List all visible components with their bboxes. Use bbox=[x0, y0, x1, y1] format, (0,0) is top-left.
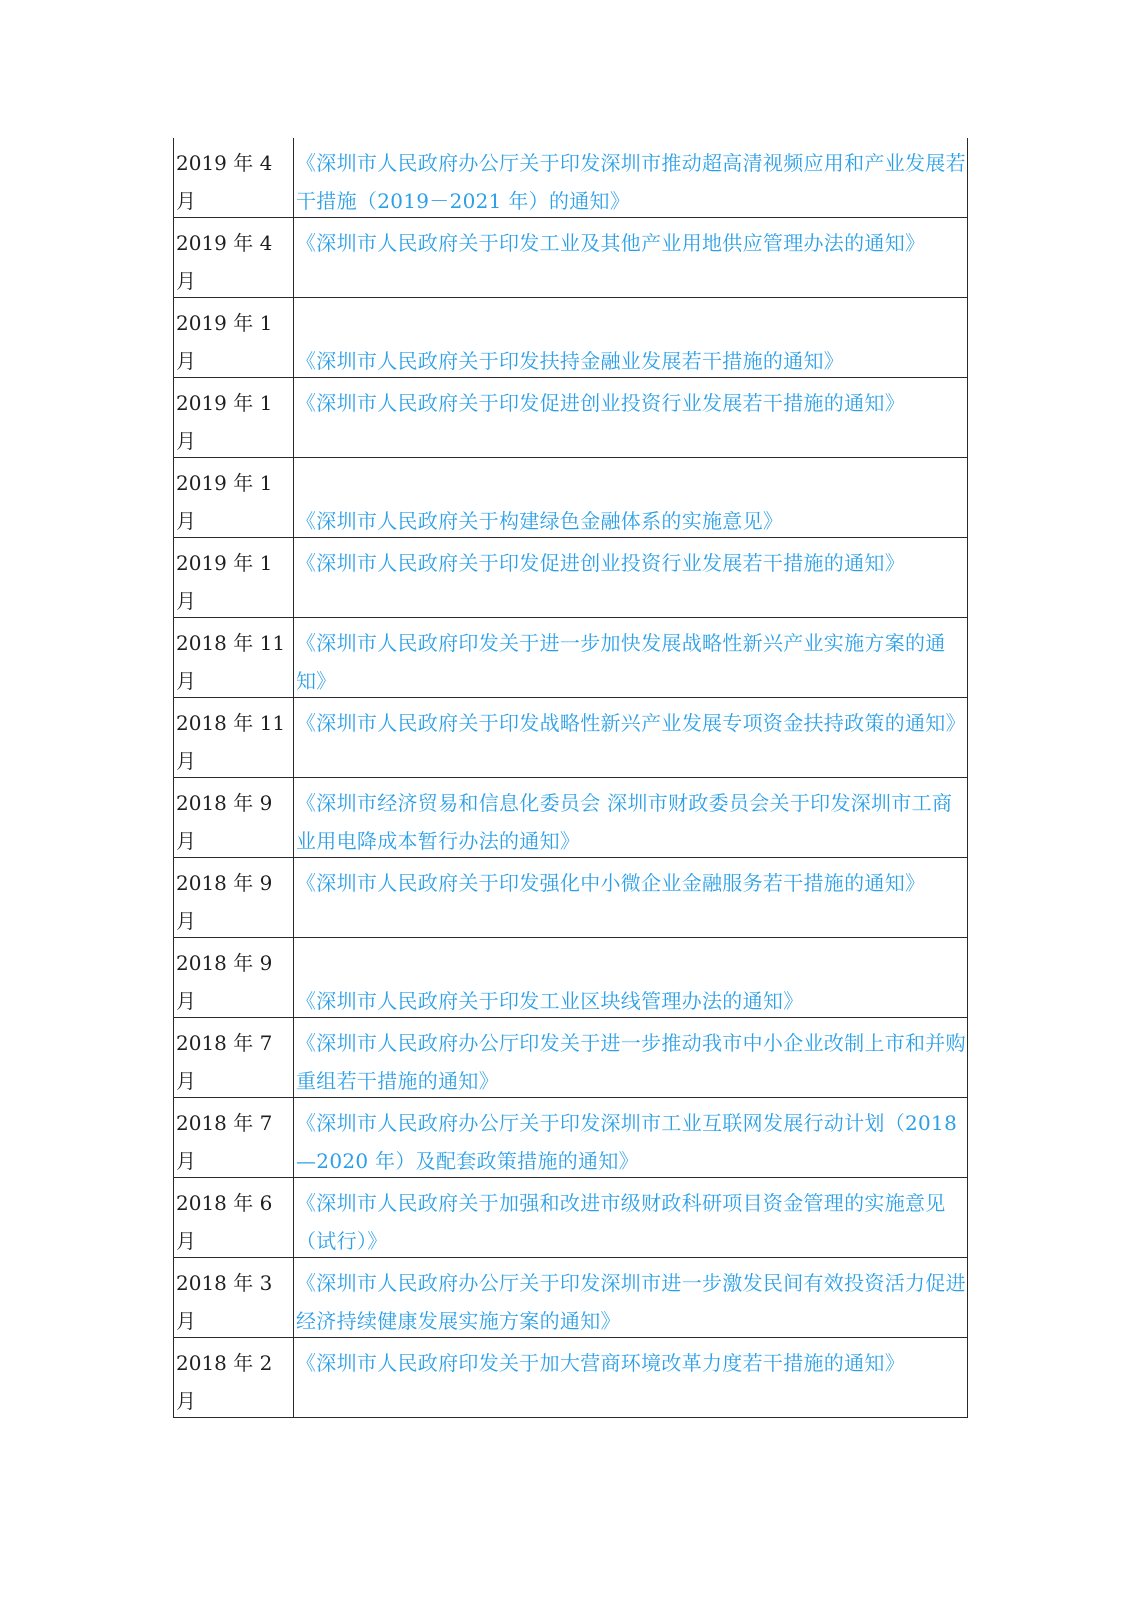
date-month-suffix: 月 bbox=[176, 589, 196, 613]
date-year-month: 2018 年 2 bbox=[176, 1351, 273, 1375]
date-year-month: 2018 年 9 bbox=[176, 791, 273, 815]
date-cell bbox=[174, 858, 294, 938]
date-month-suffix: 月 bbox=[176, 909, 196, 933]
date-month-suffix: 月 bbox=[176, 349, 196, 373]
title-wrapper bbox=[294, 538, 967, 617]
date-text bbox=[174, 858, 293, 937]
policy-table bbox=[173, 138, 968, 1418]
date-year-month: 2018 年 6 bbox=[176, 1191, 273, 1215]
title-cell bbox=[294, 858, 968, 938]
date-cell bbox=[174, 618, 294, 698]
policy-link[interactable]: 《深圳市人民政府办公厅关于印发深圳市进一步激发民间有效投资活力促进经济持续健康发展实施方案的通知》 bbox=[296, 1271, 966, 1333]
table-row bbox=[174, 778, 968, 858]
policy-link[interactable]: 《深圳市人民政府关于印发扶持金融业发展若干措施的通知》 bbox=[296, 349, 845, 373]
date-cell bbox=[174, 138, 294, 218]
table-row bbox=[174, 298, 968, 378]
date-text bbox=[174, 618, 293, 697]
date-text bbox=[174, 218, 293, 297]
date-cell bbox=[174, 1338, 294, 1418]
date-text bbox=[174, 138, 293, 217]
date-cell bbox=[174, 1098, 294, 1178]
table-row bbox=[174, 938, 968, 1018]
date-text bbox=[174, 298, 293, 377]
date-month-suffix: 月 bbox=[176, 669, 196, 693]
date-year-month: 2019 年 4 bbox=[176, 151, 273, 175]
date-year-month: 2018 年 9 bbox=[176, 951, 273, 975]
title-wrapper bbox=[294, 298, 967, 377]
policy-link[interactable]: 《深圳市人民政府办公厅印发关于进一步推动我市中小企业改制上市和并购重组若干措施的通知》 bbox=[296, 1031, 966, 1093]
date-year-month: 2019 年 1 bbox=[176, 391, 273, 415]
title-cell bbox=[294, 218, 968, 298]
table-row bbox=[174, 378, 968, 458]
date-year-month: 2018 年 7 bbox=[176, 1031, 273, 1055]
title-cell bbox=[294, 298, 968, 378]
policy-link[interactable]: 《深圳市人民政府关于印发工业及其他产业用地供应管理办法的通知》 bbox=[296, 231, 926, 255]
table-row bbox=[174, 138, 968, 218]
date-month-suffix: 月 bbox=[176, 509, 196, 533]
date-text bbox=[174, 1098, 293, 1177]
title-cell bbox=[294, 138, 968, 218]
title-cell bbox=[294, 618, 968, 698]
title-cell bbox=[294, 458, 968, 538]
title-wrapper bbox=[294, 378, 967, 457]
table-row bbox=[174, 858, 968, 938]
date-cell bbox=[174, 378, 294, 458]
title-cell bbox=[294, 1258, 968, 1338]
table-row bbox=[174, 218, 968, 298]
policy-link[interactable]: 《深圳市人民政府印发关于加大营商环境改革力度若干措施的通知》 bbox=[296, 1351, 905, 1375]
date-year-month: 2018 年 9 bbox=[176, 871, 273, 895]
policy-link[interactable]: 《深圳市人民政府办公厅关于印发深圳市工业互联网发展行动计划（2018—2020 年）及配套政策措施的通知》 bbox=[296, 1111, 958, 1173]
policy-table-body bbox=[174, 138, 968, 1418]
title-wrapper bbox=[294, 698, 967, 777]
policy-link[interactable]: 《深圳市人民政府关于构建绿色金融体系的实施意见》 bbox=[296, 509, 784, 533]
policy-link[interactable]: 《深圳市人民政府关于印发强化中小微企业金融服务若干措施的通知》 bbox=[296, 871, 926, 895]
title-cell bbox=[294, 1338, 968, 1418]
title-wrapper bbox=[294, 1178, 967, 1257]
date-month-suffix: 月 bbox=[176, 1149, 196, 1173]
title-wrapper bbox=[294, 778, 967, 857]
title-wrapper bbox=[294, 218, 967, 297]
policy-link[interactable]: 《深圳市人民政府关于加强和改进市级财政科研项目资金管理的实施意见（试行）》 bbox=[296, 1191, 946, 1253]
title-wrapper bbox=[294, 938, 967, 1017]
title-cell bbox=[294, 938, 968, 1018]
date-year-month: 2018 年 7 bbox=[176, 1111, 273, 1135]
date-year-month: 2018 年 11 bbox=[176, 631, 286, 655]
title-wrapper bbox=[294, 1098, 967, 1177]
title-cell bbox=[294, 1178, 968, 1258]
table-row bbox=[174, 698, 968, 778]
date-cell bbox=[174, 298, 294, 378]
date-text bbox=[174, 1178, 293, 1257]
date-text bbox=[174, 1018, 293, 1097]
date-text bbox=[174, 778, 293, 857]
table-row bbox=[174, 1258, 968, 1338]
date-month-suffix: 月 bbox=[176, 429, 196, 453]
title-cell bbox=[294, 1098, 968, 1178]
date-cell bbox=[174, 538, 294, 618]
title-cell bbox=[294, 1018, 968, 1098]
date-text bbox=[174, 1258, 293, 1337]
policy-link[interactable]: 《深圳市经济贸易和信息化委员会 深圳市财政委员会关于印发深圳市工商业用电降成本暂行办法的通知》 bbox=[296, 791, 953, 853]
title-wrapper bbox=[294, 1258, 967, 1337]
title-wrapper bbox=[294, 458, 967, 537]
table-row bbox=[174, 1018, 968, 1098]
date-year-month: 2019 年 4 bbox=[176, 231, 273, 255]
title-wrapper bbox=[294, 1018, 967, 1097]
date-text bbox=[174, 458, 293, 537]
date-month-suffix: 月 bbox=[176, 749, 196, 773]
title-cell bbox=[294, 698, 968, 778]
date-month-suffix: 月 bbox=[176, 989, 196, 1013]
date-text bbox=[174, 698, 293, 777]
title-wrapper bbox=[294, 618, 967, 697]
table-row bbox=[174, 618, 968, 698]
date-month-suffix: 月 bbox=[176, 189, 196, 213]
title-wrapper bbox=[294, 858, 967, 937]
date-year-month: 2019 年 1 bbox=[176, 311, 273, 335]
date-month-suffix: 月 bbox=[176, 1229, 196, 1253]
title-wrapper bbox=[294, 1338, 967, 1417]
title-cell bbox=[294, 378, 968, 458]
title-cell bbox=[294, 538, 968, 618]
policy-link[interactable]: 《深圳市人民政府关于印发战略性新兴产业发展专项资金扶持政策的通知》 bbox=[296, 711, 966, 735]
date-text bbox=[174, 378, 293, 457]
date-cell bbox=[174, 1178, 294, 1258]
date-month-suffix: 月 bbox=[176, 1069, 196, 1093]
date-text bbox=[174, 938, 293, 1017]
policy-link[interactable]: 《深圳市人民政府印发关于进一步加快发展战略性新兴产业实施方案的通知》 bbox=[296, 631, 946, 693]
policy-link[interactable]: 《深圳市人民政府关于印发促进创业投资行业发展若干措施的通知》 bbox=[296, 551, 905, 575]
date-cell bbox=[174, 218, 294, 298]
table-row bbox=[174, 1338, 968, 1418]
date-cell bbox=[174, 1258, 294, 1338]
date-text bbox=[174, 1338, 293, 1417]
policy-link[interactable]: 《深圳市人民政府关于印发促进创业投资行业发展若干措施的通知》 bbox=[296, 391, 905, 415]
date-month-suffix: 月 bbox=[176, 1309, 196, 1333]
table-row bbox=[174, 458, 968, 538]
date-year-month: 2018 年 11 bbox=[176, 711, 286, 735]
table-row bbox=[174, 538, 968, 618]
date-year-month: 2018 年 3 bbox=[176, 1271, 273, 1295]
date-month-suffix: 月 bbox=[176, 269, 196, 293]
date-cell bbox=[174, 698, 294, 778]
date-year-month: 2019 年 1 bbox=[176, 471, 273, 495]
date-text bbox=[174, 538, 293, 617]
date-cell bbox=[174, 938, 294, 1018]
date-cell bbox=[174, 778, 294, 858]
table-row bbox=[174, 1178, 968, 1258]
title-wrapper bbox=[294, 138, 967, 217]
date-cell bbox=[174, 458, 294, 538]
date-month-suffix: 月 bbox=[176, 829, 196, 853]
title-cell bbox=[294, 778, 968, 858]
policy-link[interactable]: 《深圳市人民政府办公厅关于印发深圳市推动超高清视频应用和产业发展若干措施（2019－2021 年）的通知》 bbox=[296, 151, 966, 213]
policy-link[interactable]: 《深圳市人民政府关于印发工业区块线管理办法的通知》 bbox=[296, 989, 804, 1013]
table-row bbox=[174, 1098, 968, 1178]
date-cell bbox=[174, 1018, 294, 1098]
date-month-suffix: 月 bbox=[176, 1389, 196, 1413]
date-year-month: 2019 年 1 bbox=[176, 551, 273, 575]
